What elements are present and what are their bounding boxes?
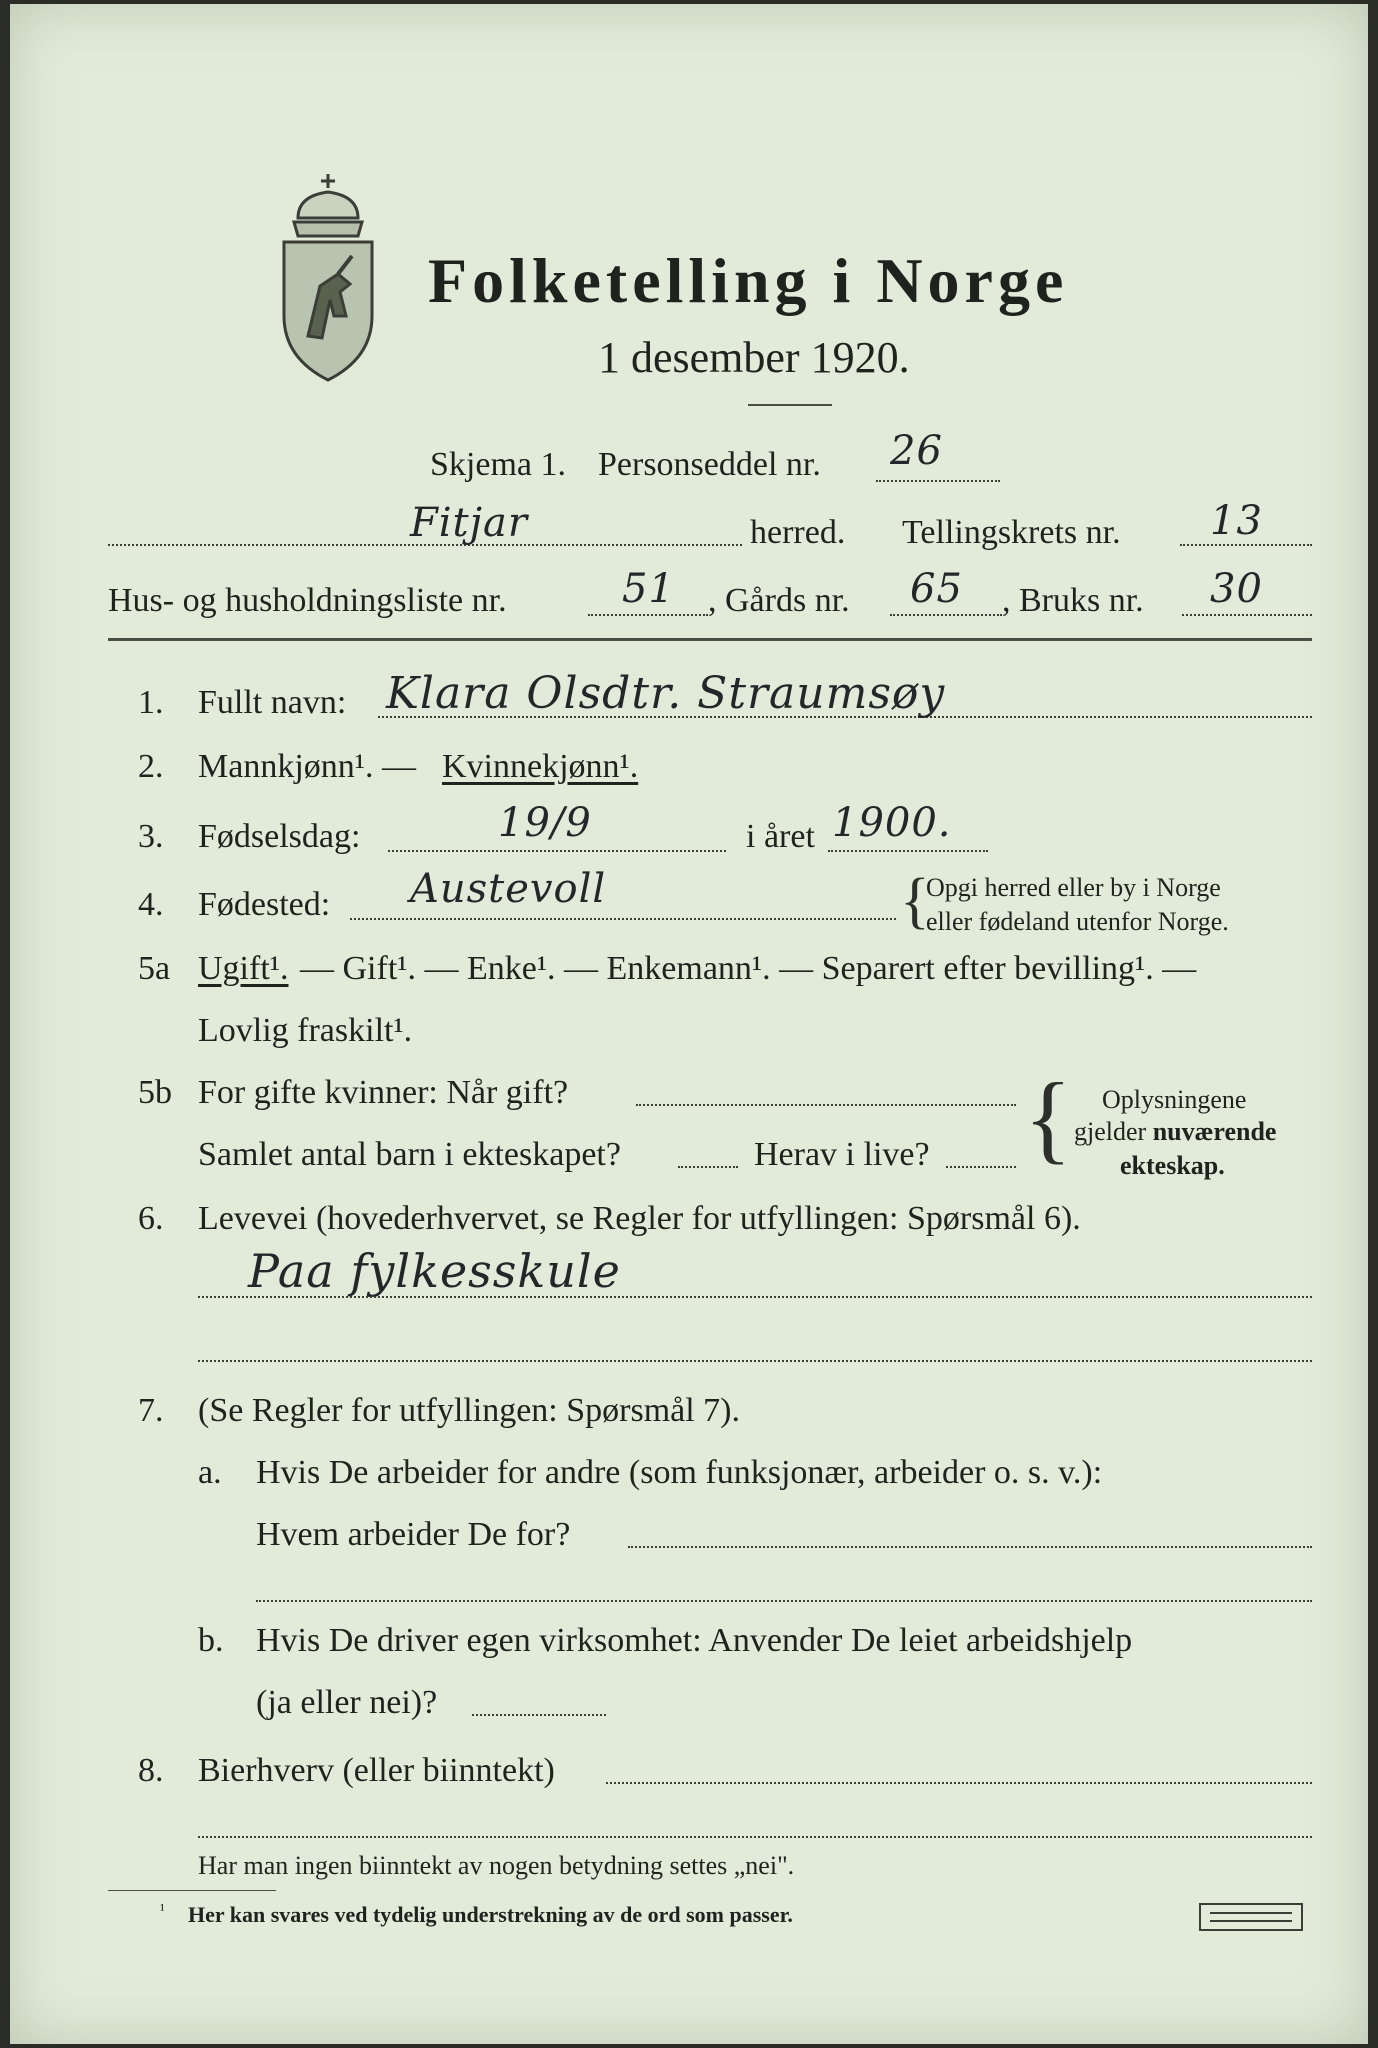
footnote-mark: ¹: [160, 1902, 165, 1919]
gards-line: [890, 614, 1002, 616]
form-title: Folketelling i Norge: [428, 245, 1069, 316]
q8-line-2: [198, 1836, 1312, 1838]
q2-kvinne: Kvinnekjønn¹.: [442, 748, 639, 785]
q7a-line2: Hvem arbeider De for?: [256, 1516, 571, 1553]
q5b-note-2a: gjelder: [1074, 1117, 1153, 1146]
herred-value: Fitjar: [410, 500, 528, 546]
bruks-label: , Bruks nr.: [1002, 582, 1144, 619]
gards-label: , Gårds nr.: [708, 582, 850, 619]
q3-number: 3.: [138, 818, 164, 855]
q4-number: 4.: [138, 886, 164, 923]
gards-value: 65: [910, 566, 963, 612]
q5b-line2a: Samlet antal barn i ekteskapet?: [198, 1136, 621, 1173]
printer-stamp-icon: [1198, 1902, 1304, 1932]
q4-note-2: eller fødeland utenfor Norge.: [926, 907, 1229, 936]
footnote-divider: [108, 1890, 276, 1891]
q3-year-line: [828, 850, 988, 852]
q5b-line1: For gifte kvinner: Når gift?: [198, 1074, 569, 1111]
form-date: 1 desember 1920.: [598, 333, 910, 382]
q7b-letter: b.: [198, 1622, 224, 1659]
footer-note: Har man ingen biinntekt av nogen betydning settes „nei".: [198, 1851, 795, 1880]
header-divider: [108, 638, 1312, 641]
skjema-label: Skjema 1.: [430, 446, 566, 483]
herred-label: herred.: [750, 514, 846, 551]
q5b-note-2: [1074, 1116, 1276, 1147]
q3-value: 19/9: [498, 800, 592, 846]
q5a-number: 5a: [138, 950, 171, 987]
q8-label: Bierhverv (eller biinntekt): [198, 1752, 555, 1789]
census-form-sheet: [10, 4, 1368, 2044]
q7-number: 7.: [138, 1392, 164, 1429]
q1-label: Fullt navn:: [198, 684, 347, 721]
tellingskrets-line: [1180, 544, 1312, 546]
personseddel-value: 26: [890, 428, 943, 474]
q5a-ugift: Ugift¹.: [198, 950, 289, 987]
q3-label: Fødselsdag:: [198, 818, 361, 855]
hus-value: 51: [622, 566, 675, 612]
personseddel-label: Personseddel nr.: [598, 446, 821, 483]
personseddel-line: [876, 480, 1000, 482]
q3-year-value: 1900.: [832, 800, 952, 846]
q3-line: [388, 850, 726, 852]
q8-line-1: [606, 1782, 1312, 1784]
q7-label: (Se Regler for utfyllingen: Spørsmål 7).: [198, 1392, 741, 1429]
q5b-note-2b: nuværende: [1152, 1117, 1277, 1146]
q1-number: 1.: [138, 684, 164, 721]
q6-line-1: [198, 1296, 1312, 1298]
q5b-note-1: Oplysningene: [1102, 1085, 1247, 1114]
q4-note-1: Opgi herred eller by i Norge: [926, 873, 1221, 902]
q6-line-2: [198, 1360, 1312, 1362]
q7a-line: [628, 1546, 1312, 1548]
q2-mann: Mannkjønn¹. —: [198, 748, 416, 785]
q5b-brace: {: [1024, 1062, 1072, 1173]
q7b-line1: Hvis De driver egen virksomhet: Anvender De leiet arbeidshjelp: [256, 1622, 1133, 1659]
q2-number: 2.: [138, 748, 164, 785]
tellingskrets-value: 13: [1210, 498, 1263, 544]
q8-number: 8.: [138, 1752, 164, 1789]
footnote-text: Her kan svares ved tydelig understrekning av de ord som passer.: [188, 1902, 793, 1927]
q7a-line1: Hvis De arbeider for andre (som funksjonær, arbeider o. s. v.):: [256, 1454, 1103, 1491]
bruks-line: [1182, 614, 1312, 616]
q7b-line2: (ja eller nei)?: [256, 1684, 438, 1721]
hus-line: [588, 614, 708, 616]
q5a-options: — Gift¹. — Enke¹. — Enkemann¹. — Separert efter bevilling¹. —: [300, 950, 1197, 987]
q5a-line2: Lovlig fraskilt¹.: [198, 1012, 413, 1049]
q1-value: Klara Olsdtr. Straumsøy: [386, 668, 946, 719]
title-divider: [748, 404, 832, 406]
q4-brace: {: [900, 867, 930, 935]
q7a-line-extra: [256, 1600, 1312, 1602]
hus-label: Hus- og husholdningsliste nr.: [108, 582, 507, 619]
q7a-letter: a.: [198, 1454, 222, 1491]
q5b-when-line: [636, 1104, 1016, 1106]
q5b-line2b: Herav i live?: [754, 1136, 930, 1173]
q5b-children-line: [678, 1166, 738, 1168]
bruks-value: 30: [1210, 566, 1263, 612]
q7b-line: [472, 1714, 606, 1716]
q3-year-label: i året: [746, 818, 815, 855]
q4-value: Austevoll: [410, 866, 607, 912]
q6-number: 6.: [138, 1200, 164, 1237]
q6-label: Levevei (hovederhvervet, se Regler for utfyllingen: Spørsmål 6).: [198, 1200, 1081, 1237]
q4-line: [350, 918, 896, 920]
tellingskrets-label: Tellingskrets nr.: [902, 514, 1121, 551]
q4-label: Fødested:: [198, 886, 331, 923]
coat-of-arms-icon: [268, 166, 388, 386]
q5b-number: 5b: [138, 1074, 172, 1111]
q5b-alive-line: [946, 1166, 1016, 1168]
q6-value: Paa fylkesskule: [248, 1244, 621, 1298]
q5b-note-3: ekteskap.: [1120, 1151, 1225, 1180]
